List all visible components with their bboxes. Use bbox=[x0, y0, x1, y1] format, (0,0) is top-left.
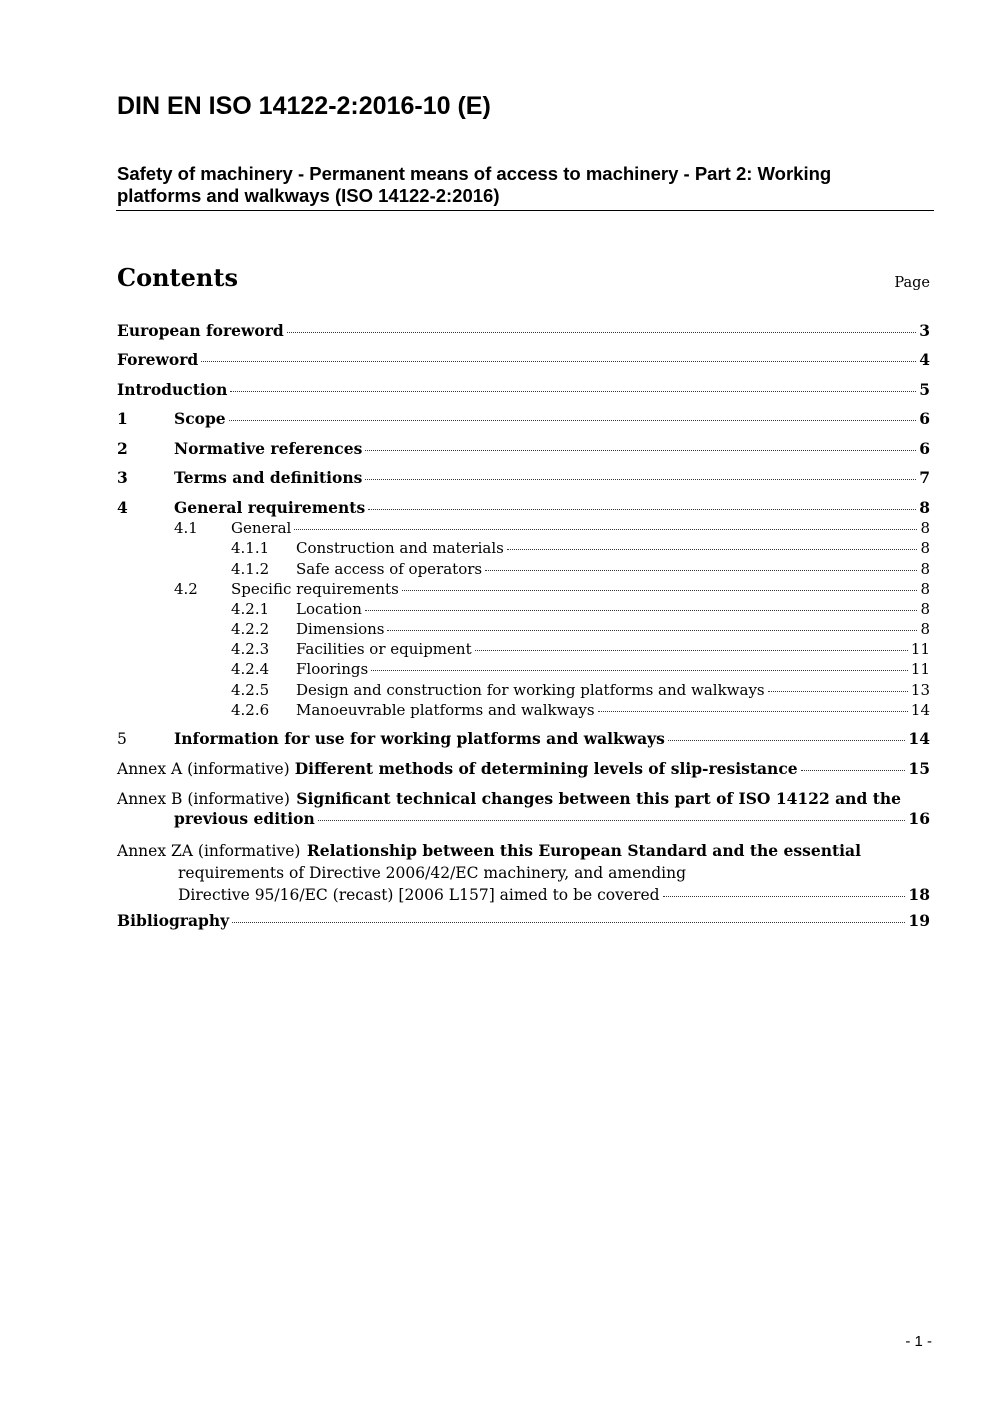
toc-page: 14 bbox=[908, 729, 930, 748]
toc-entry-4-1-1[interactable] bbox=[117, 538, 930, 558]
annex-prefix: Annex ZA (informative) bbox=[117, 842, 301, 860]
toc-page: 11 bbox=[910, 640, 930, 658]
toc-entry-annex-za[interactable] bbox=[117, 840, 930, 907]
toc-entry-introduction[interactable] bbox=[117, 380, 930, 400]
toc-entry-4-2-4[interactable] bbox=[117, 659, 930, 679]
toc-title: Location bbox=[296, 600, 362, 618]
toc-title: General requirements bbox=[174, 498, 366, 517]
toc-leader bbox=[801, 770, 906, 771]
toc-title-line: previous edition bbox=[174, 809, 315, 828]
toc-number: 5 bbox=[117, 730, 127, 748]
toc-title: General bbox=[231, 519, 292, 537]
toc-entry-scope[interactable] bbox=[117, 409, 930, 429]
toc-leader bbox=[668, 740, 906, 741]
toc-number: 4.1.2 bbox=[231, 560, 270, 578]
toc-title: Design and construction for working platforms and walkways bbox=[296, 681, 765, 699]
toc-entry-information-for-use[interactable] bbox=[117, 729, 930, 749]
toc-title-line: requirements of Directive 2006/42/EC machinery, and amending bbox=[178, 863, 687, 882]
toc-number: 4.2.3 bbox=[231, 640, 270, 658]
toc-page: 4 bbox=[919, 350, 930, 369]
toc-entry-annex-a[interactable] bbox=[117, 759, 930, 779]
toc-entry-terms-definitions[interactable] bbox=[117, 468, 930, 488]
toc-title-line: Significant technical changes between this part of ISO 14122 and the bbox=[296, 789, 901, 808]
toc-title: Foreword bbox=[117, 350, 199, 369]
toc-title: Construction and materials bbox=[296, 539, 504, 557]
page-column-label: Page bbox=[894, 275, 930, 291]
document-title: DIN EN ISO 14122-2:2016-10 (E) bbox=[117, 92, 491, 120]
toc-number: 3 bbox=[117, 468, 128, 487]
document-subtitle: Safety of machinery - Permanent means of access to machinery - Part 2: Working platforms and walkways (ISO 14122-2:2016) bbox=[117, 163, 832, 206]
toc-title: Facilities or equipment bbox=[296, 640, 472, 658]
toc-entry-general-requirements[interactable] bbox=[117, 498, 930, 518]
toc-title: Safe access of operators bbox=[296, 560, 483, 578]
toc-entry-4-2[interactable] bbox=[117, 579, 930, 599]
toc-title-line: Directive 95/16/EC (recast) [2006 L157] aimed to be covered bbox=[178, 886, 660, 904]
toc-leader bbox=[229, 420, 917, 421]
toc-leader bbox=[768, 691, 908, 692]
toc-leader bbox=[201, 361, 916, 362]
toc-leader bbox=[230, 391, 916, 392]
toc-leader bbox=[485, 570, 917, 571]
toc-leader bbox=[387, 630, 917, 631]
toc-page: 8 bbox=[919, 498, 930, 517]
toc-entry-4-2-6[interactable] bbox=[117, 700, 930, 720]
toc-number: 4.2.5 bbox=[231, 681, 270, 699]
toc-page: 7 bbox=[919, 468, 930, 487]
toc-page: 5 bbox=[919, 380, 930, 399]
toc-page: 16 bbox=[908, 809, 930, 828]
annex-prefix: Annex B (informative) bbox=[117, 790, 290, 808]
toc-page: 3 bbox=[919, 321, 930, 340]
toc-leader bbox=[368, 509, 916, 510]
toc-entry-foreword[interactable] bbox=[117, 350, 930, 370]
toc-entry-normative-references[interactable] bbox=[117, 439, 930, 459]
toc-leader bbox=[318, 820, 906, 821]
toc-entry-annex-b[interactable] bbox=[117, 789, 930, 829]
toc-page: 8 bbox=[920, 620, 930, 638]
toc-title-line: Relationship between this European Standard and the essential bbox=[306, 841, 861, 860]
toc-title: Scope bbox=[174, 409, 226, 428]
toc-leader bbox=[365, 479, 916, 480]
toc-leader bbox=[232, 922, 905, 923]
toc-entry-4-2-1[interactable] bbox=[117, 599, 930, 619]
toc-page: 13 bbox=[910, 681, 930, 699]
toc-leader bbox=[598, 711, 908, 712]
toc-title: European foreword bbox=[117, 321, 284, 340]
toc-page: 8 bbox=[920, 580, 930, 598]
toc-title: Normative references bbox=[174, 439, 363, 458]
toc-page: 8 bbox=[920, 560, 930, 578]
toc-page: 8 bbox=[920, 600, 930, 618]
toc-title: Floorings bbox=[296, 660, 369, 678]
toc-page: 8 bbox=[920, 519, 930, 537]
toc-leader bbox=[365, 450, 916, 451]
toc-title: Terms and definitions bbox=[174, 468, 363, 487]
toc-page: 14 bbox=[910, 701, 930, 719]
toc-title: Specific requirements bbox=[231, 580, 399, 598]
toc-entry-4-1-2[interactable] bbox=[117, 559, 930, 579]
toc-page: 15 bbox=[908, 759, 930, 778]
toc-number: 4.1 bbox=[174, 519, 198, 537]
toc-leader bbox=[507, 549, 918, 550]
toc-page: 19 bbox=[908, 911, 930, 930]
toc-title: Dimensions bbox=[296, 620, 385, 638]
toc-number: 1 bbox=[117, 409, 128, 428]
toc-page: 6 bbox=[919, 409, 930, 428]
toc-leader bbox=[294, 529, 917, 530]
toc-leader bbox=[371, 670, 908, 671]
toc-page: 8 bbox=[920, 539, 930, 557]
toc-number: 4.2.6 bbox=[231, 701, 270, 719]
annex-prefix: Annex A (informative) bbox=[117, 760, 290, 778]
toc-leader bbox=[365, 610, 918, 611]
toc-number: 4 bbox=[117, 498, 128, 517]
toc-entry-4-2-5[interactable] bbox=[117, 680, 930, 700]
toc-entry-4-2-2[interactable] bbox=[117, 619, 930, 639]
toc-number: 4.2 bbox=[174, 580, 198, 598]
toc-title: Manoeuvrable platforms and walkways bbox=[296, 701, 595, 719]
toc-entry-european-foreword[interactable] bbox=[117, 321, 930, 341]
toc-title: Bibliography bbox=[117, 911, 230, 930]
toc-page: 6 bbox=[919, 439, 930, 458]
toc-entry-4-2-3[interactable] bbox=[117, 639, 930, 659]
toc-page: 11 bbox=[910, 660, 930, 678]
toc-number: 4.2.2 bbox=[231, 620, 270, 638]
toc-page: 18 bbox=[908, 885, 930, 904]
page-number: - 1 - bbox=[905, 1333, 932, 1350]
toc-number: 2 bbox=[117, 439, 128, 458]
toc-number: 4.2.1 bbox=[231, 600, 270, 618]
toc-title: Information for use for working platforms and walkways bbox=[174, 729, 665, 748]
toc-leader bbox=[663, 896, 906, 897]
toc-number: 4.1.1 bbox=[231, 539, 270, 557]
toc-title: Different methods of determining levels of slip-resistance bbox=[294, 759, 798, 778]
toc-entry-4-1[interactable] bbox=[117, 518, 930, 538]
toc-entry-bibliography[interactable] bbox=[117, 911, 930, 931]
toc-number: 4.2.4 bbox=[231, 660, 270, 678]
contents-heading: Contents bbox=[117, 263, 238, 292]
toc-leader bbox=[475, 650, 908, 651]
title-divider bbox=[116, 210, 934, 211]
toc-title: Introduction bbox=[117, 380, 228, 399]
toc-leader bbox=[287, 332, 916, 333]
toc-leader bbox=[402, 590, 918, 591]
